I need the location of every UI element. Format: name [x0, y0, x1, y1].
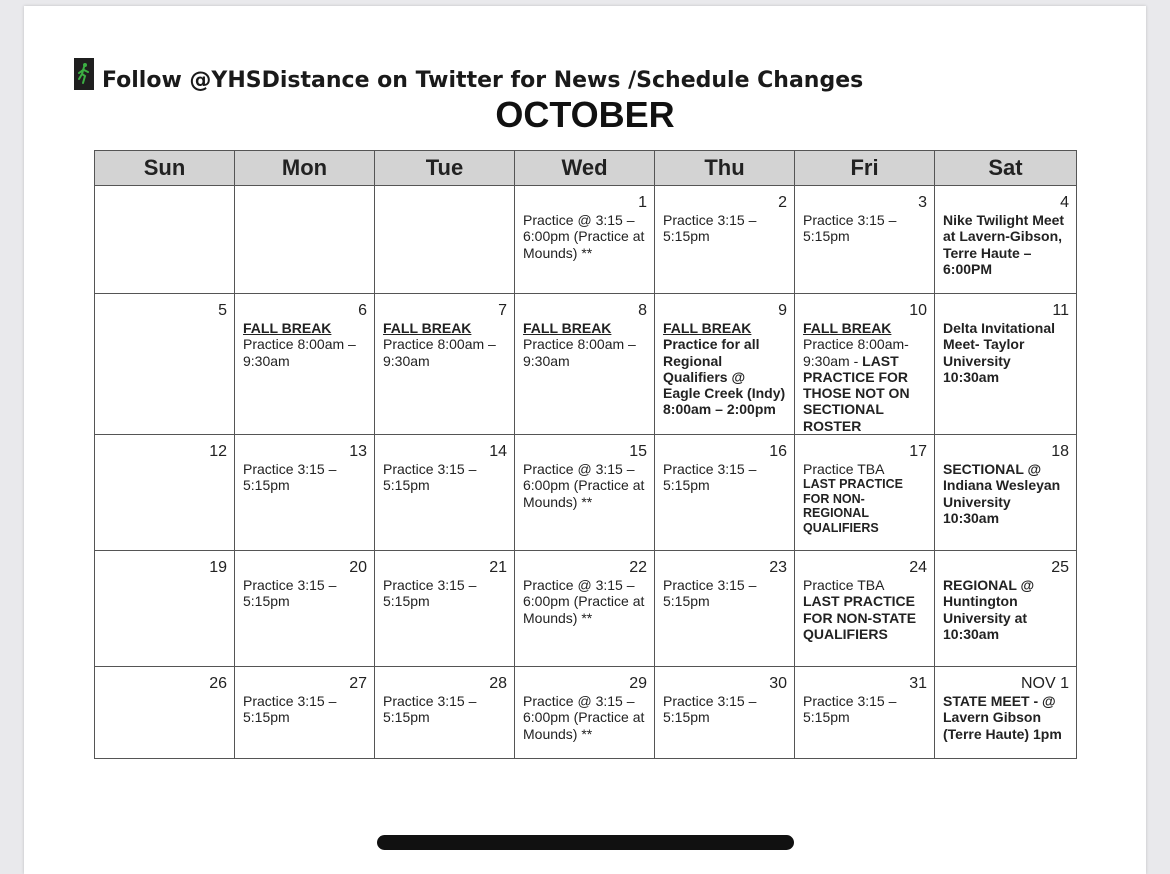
day-events — [943, 320, 1068, 385]
day-cell — [655, 667, 795, 759]
day-number: 11 — [1052, 302, 1069, 319]
day-cell — [935, 551, 1077, 667]
weekday-header: Fri — [795, 151, 935, 186]
weekday-header: Mon — [235, 151, 375, 186]
event-text: Practice 8:00am – 9:30am — [243, 336, 356, 369]
day-events — [663, 461, 786, 494]
day-events — [243, 577, 366, 610]
day-number: 3 — [918, 194, 927, 211]
weekday-header-row — [95, 151, 1077, 186]
weekday-header: Sun — [95, 151, 235, 186]
day-number: 26 — [209, 675, 227, 693]
day-cell — [515, 186, 655, 294]
day-number: 2 — [778, 194, 787, 211]
day-events — [663, 693, 786, 726]
day-number: 24 — [909, 559, 927, 577]
weekday-header: Tue — [375, 151, 515, 186]
day-events — [663, 212, 786, 245]
event-text: Practice @ 3:15 – 6:00pm (Practice at Mounds) ** — [523, 212, 645, 261]
day-cell — [95, 186, 235, 294]
day-number: 17 — [909, 443, 927, 461]
event-text: Practice 3:15 – 5:15pm — [243, 693, 337, 726]
day-cell — [515, 435, 655, 551]
event-text: Delta Invitational Meet- Taylor University 10:30am — [943, 320, 1056, 385]
event-text: Practice 3:15 – 5:15pm — [663, 693, 757, 726]
day-number: 16 — [769, 443, 787, 461]
day-cell — [235, 551, 375, 667]
calendar-table — [94, 150, 1077, 759]
day-cell — [235, 667, 375, 759]
fall-break-label: FALL BREAK — [523, 320, 612, 336]
day-cell — [375, 294, 515, 435]
week-row — [95, 667, 1077, 759]
event-text: Practice 3:15 – 5:15pm — [243, 461, 337, 494]
day-number: 28 — [489, 675, 507, 693]
event-text: Practice 3:15 – 5:15pm — [243, 577, 337, 610]
day-events — [663, 577, 786, 610]
day-number: 1 — [638, 194, 647, 211]
event-text: Practice @ 3:15 – 6:00pm (Practice at Mounds) ** — [523, 693, 645, 742]
follow-twitter-text: Follow @YHSDistance on Twitter for News /Schedule Changes — [102, 67, 864, 93]
day-cell — [515, 294, 655, 435]
fall-break-label: FALL BREAK — [243, 320, 332, 336]
day-cell — [935, 435, 1077, 551]
event-text: Practice 8:00am – 9:30am — [523, 336, 636, 369]
day-cell — [655, 186, 795, 294]
day-events — [523, 577, 646, 626]
day-events — [803, 693, 926, 726]
event-text: Practice 3:15 – 5:15pm — [663, 577, 757, 610]
event-text: Practice 8:00am-9:30am - — [803, 336, 909, 369]
day-cell — [655, 551, 795, 667]
day-number: 23 — [769, 559, 787, 577]
day-cell — [375, 551, 515, 667]
event-text: Practice @ 3:15 – 6:00pm (Practice at Mounds) ** — [523, 461, 645, 510]
day-events — [243, 320, 366, 369]
day-number: NOV 1 — [1020, 675, 1069, 693]
day-events — [383, 461, 506, 494]
event-text: Practice 3:15 – 5:15pm — [803, 693, 897, 726]
day-events — [943, 461, 1068, 526]
day-number: 13 — [349, 443, 367, 461]
day-cell — [375, 435, 515, 551]
day-events — [383, 320, 506, 369]
day-cell — [235, 294, 375, 435]
day-events — [943, 693, 1068, 742]
event-text: Practice 3:15 – 5:15pm — [383, 461, 477, 494]
event-text: Practice 3:15 – 5:15pm — [383, 693, 477, 726]
day-cell — [655, 294, 795, 435]
day-number: 10 — [909, 302, 927, 319]
month-title: OCTOBER — [495, 94, 675, 135]
day-cell — [95, 551, 235, 667]
event-text: Practice for all Regional Qualifiers @ Eagle Creek (Indy) 8:00am – 2:00pm — [663, 336, 786, 418]
event-text: REGIONAL @ Huntington University at 10:30am — [943, 577, 1035, 642]
day-number: 4 — [1060, 194, 1069, 211]
day-number: 22 — [629, 559, 647, 577]
day-events — [803, 461, 926, 535]
day-number: 27 — [349, 675, 367, 693]
week-row — [95, 551, 1077, 667]
day-number: 7 — [498, 302, 507, 319]
event-text: LAST PRACTICE FOR NON-STATE QUALIFIERS — [803, 593, 917, 642]
week-row — [95, 186, 1077, 294]
weekday-header: Wed — [515, 151, 655, 186]
day-number: 14 — [489, 443, 507, 461]
event-text: Practice 8:00am – 9:30am — [383, 336, 496, 369]
day-number: 12 — [209, 443, 227, 461]
day-number: 8 — [638, 302, 647, 319]
day-number: 25 — [1051, 559, 1069, 577]
day-number: 9 — [778, 302, 787, 319]
event-text: Practice 3:15 – 5:15pm — [383, 577, 477, 610]
event-text: Practice 3:15 – 5:15pm — [663, 212, 757, 245]
day-events — [243, 461, 366, 494]
event-text: Practice 3:15 – 5:15pm — [663, 461, 757, 494]
event-text: Nike Twilight Meet at Lavern-Gibson, Terre Haute – 6:00PM — [943, 212, 1065, 277]
runner-logo-icon — [74, 58, 94, 90]
day-cell — [515, 551, 655, 667]
day-events — [803, 320, 926, 434]
day-events — [523, 461, 646, 510]
event-text: Practice @ 3:15 – 6:00pm (Practice at Mounds) ** — [523, 577, 645, 626]
day-events — [943, 577, 1068, 642]
day-cell — [795, 186, 935, 294]
event-text: LAST PRACTICE FOR THOSE NOT ON SECTIONAL ROSTER — [803, 352, 910, 434]
day-events — [943, 212, 1068, 277]
day-cell — [375, 667, 515, 759]
day-cell — [655, 435, 795, 551]
day-events — [523, 212, 646, 261]
weekday-header: Sat — [935, 151, 1077, 186]
event-text: Practice 3:15 – 5:15pm — [803, 212, 897, 245]
day-events — [803, 577, 926, 642]
day-events — [383, 693, 506, 726]
day-events — [523, 693, 646, 742]
day-number: 18 — [1051, 443, 1069, 461]
day-events — [243, 693, 366, 726]
day-events — [803, 212, 926, 245]
week-row — [95, 435, 1077, 551]
day-number: 30 — [769, 675, 787, 693]
home-indicator-bar[interactable] — [377, 835, 794, 850]
day-cell — [795, 551, 935, 667]
fall-break-label: FALL BREAK — [383, 320, 472, 336]
day-cell — [935, 294, 1077, 435]
day-number: 20 — [349, 559, 367, 577]
day-number: 15 — [629, 443, 647, 461]
fall-break-label: FALL BREAK — [803, 320, 892, 336]
day-number: 6 — [358, 302, 367, 319]
day-events — [383, 577, 506, 610]
event-text: LAST PRACTICE FOR NON-REGIONAL QUALIFIERS — [803, 477, 903, 535]
event-text: Practice TBA — [803, 577, 885, 594]
day-cell — [235, 435, 375, 551]
day-number: 31 — [909, 675, 927, 693]
day-cell — [95, 294, 235, 435]
day-cell — [795, 294, 935, 435]
weekday-header: Thu — [655, 151, 795, 186]
day-cell — [375, 186, 515, 294]
day-number: 21 — [489, 559, 507, 577]
day-cell — [935, 667, 1077, 759]
day-events — [523, 320, 646, 369]
page-header — [74, 56, 863, 92]
event-text: SECTIONAL @ Indiana Wesleyan University 10:30am — [943, 461, 1061, 526]
day-cell — [95, 667, 235, 759]
week-row — [95, 294, 1077, 435]
day-events — [663, 320, 786, 418]
day-cell — [795, 435, 935, 551]
day-cell — [235, 186, 375, 294]
day-number: 29 — [629, 675, 647, 693]
day-cell — [95, 435, 235, 551]
day-cell — [935, 186, 1077, 294]
day-cell — [795, 667, 935, 759]
day-number: 5 — [218, 302, 227, 319]
event-text: Practice TBA — [803, 461, 885, 478]
event-text: STATE MEET - @ Lavern Gibson (Terre Haute) 1pm — [943, 693, 1062, 742]
day-cell — [515, 667, 655, 759]
fall-break-label: FALL BREAK — [663, 320, 752, 336]
day-number: 19 — [209, 559, 227, 577]
